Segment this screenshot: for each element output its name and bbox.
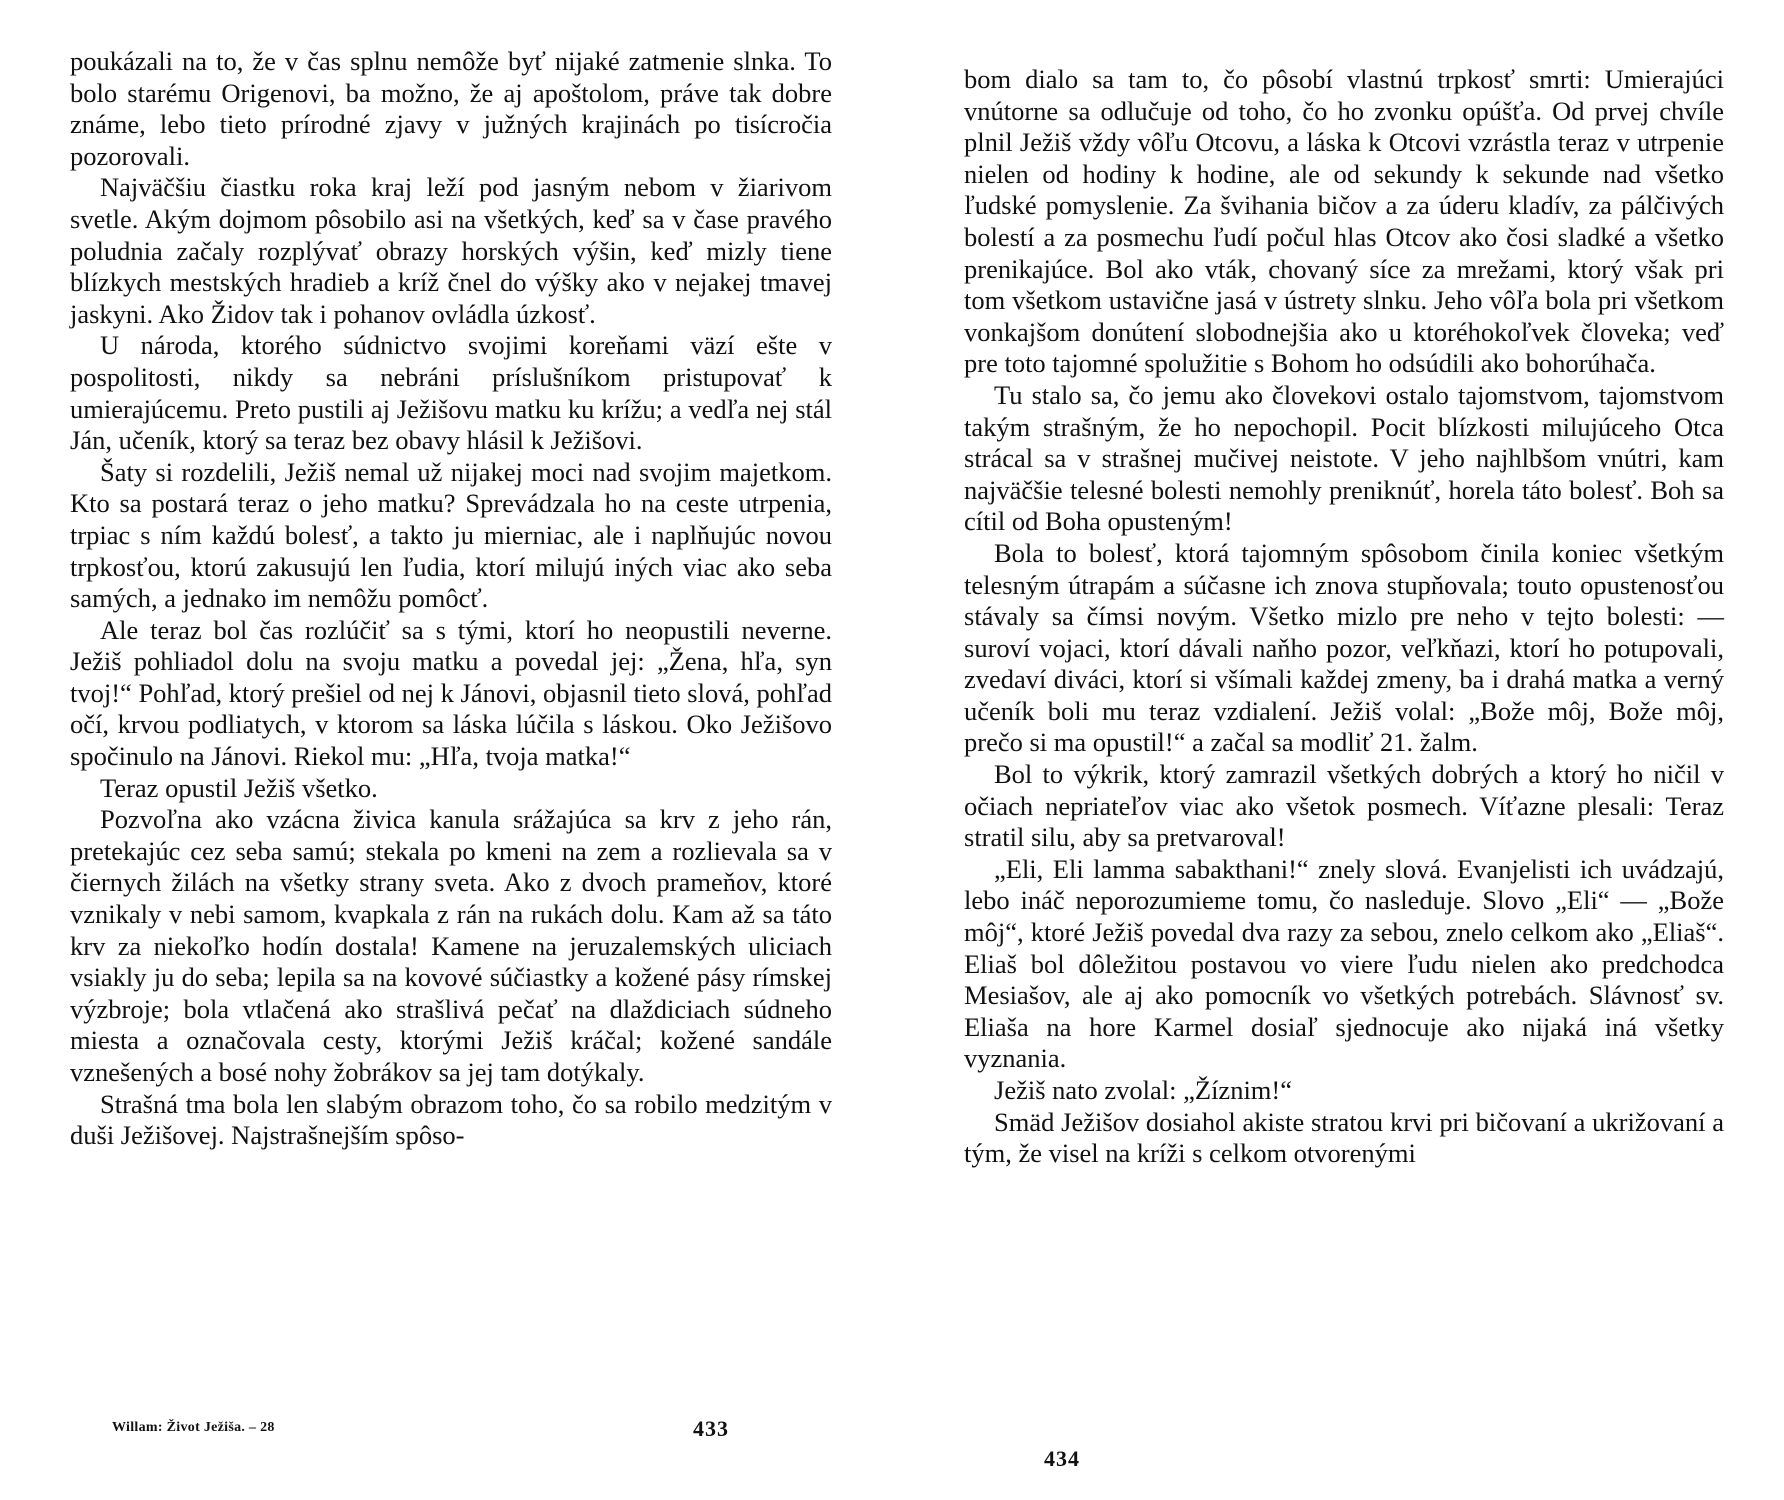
paragraph: Strašná tma bola len slabým obrazom toho, čo sa robilo medzitým v duši Ježišovej. Najstrašnejším spôso- xyxy=(70,1088,832,1151)
paragraph: U národa, ktorého súdnictvo svojimi koreňami väzí ešte v pospolitosti, nikdy sa nebráni príslušníkom pristupovať k umierajúcemu. Preto pustili aj Ježišovu matku ku krížu; a vedľa nej stál Ján, učeník, ktorý sa teraz bez obavy hlásil k Ježišovi. xyxy=(70,330,832,456)
paragraph: poukázali na to, že v čas splnu nemôže byť nijaké zatmenie slnka. To bolo starému Origenovi, ba možno, že aj apoštolom, práve tak dobre známe, lebo tieto prírodné zjavy v južných krajinách po tisícročia pozorovali. xyxy=(70,46,832,171)
page-number: 433 xyxy=(693,1416,729,1441)
paragraph: Šaty si rozdelili, Ježiš nemal už nijakej moci nad svojim majetkom. Kto sa postará teraz o jeho matku? Sprevádzala ho na ceste utrpenia, trpiac s ním každú bolesť, a takto ju mierniac, ale i naplňujúc novou trpkosťou, ktorú zakusujú len ľudia, ktorí milujú iných viac ako seba samých, a jednako im nemôžu pomôcť. xyxy=(70,456,832,614)
page-number: 434 xyxy=(1044,1446,1080,1471)
paragraph: Smäd Ježišov dosiahol akiste stratou krvi pri bičovaní a ukrižovaní a tým, že visel na kríži s celkom otvorenými xyxy=(964,1106,1724,1169)
paragraph: Bol to výkrik, ktorý zamrazil všetkých dobrých a ktorý ho ničil v očiach nepriateľov viac ako všetok posmech. Víťazne plesali: Teraz stratil silu, aby sa pretvaroval! xyxy=(964,759,1724,853)
paragraph: Bola to bolesť, ktorá tajomným spôsobom činila koniec všetkým telesným útrapám a súčasne ich znova stupňovala; touto opustenosťou stávaly sa čímsi novým. Všetko mizlo pre neho v tejto bolesti: — suroví vojaci, ktorí dávali naňho pozor, veľkňazi, ktorí ho potupovali, zvedaví diváci, ktorí si všímali každej zmeny, ba i drahá matka a verný učeník boli mu teraz vzdialení. Ježiš volal: „Bože môj, Bože môj, prečo si ma opustil!“ a začal sa modliť 21. žalm. xyxy=(964,537,1724,758)
paragraph: Ježiš nato zvolal: „Žíznim!“ xyxy=(994,1075,1293,1105)
paragraph: Pozvoľna ako vzácna živica kanula srážajúca sa krv z jeho rán, pretekajúc cez seba samú; stekala po kmeni na zem a rozlievala sa v čiernych žilách na všetky strany sveta. Ako z dvoch prameňov, ktoré vznikaly v nebi samom, kvapkala z rán na rukách dolu. Kam až sa táto krv za niekoľko hodín dostala! Kamene na jeruzalemských uliciach vsiakly ju do seba; lepila sa na kovové súčiastky a kožené pásy rímskej výzbroje; bola vtlačená ako strašlivá pečať na dlaždiciach súdneho miesta a označovala cesty, ktorými Ježiš kráčal; kožené sandále vznešených a bosé nohy žobrákov sa jej tam dotýkaly. xyxy=(70,804,832,1087)
paragraph: bom dialo sa tam to, čo pôsobí vlastnú trpkosť smrti: Umierajúci vnútorne sa odlučuje od toho, čo ho zvonku opúšťa. Od prvej chvíle plnil Ježiš vždy vôľu Otcovu, a láska k Otcovi vzrástla teraz v utrpenie nielen od hodiny k hodine, ale od sekundy k sekunde nad všetko ľudské pomyslenie. Za švihania bičov a za úderu kladív, za pálčivých bolestí a za posmechu ľudí počul hlas Otcov ako čosi sladké a všetko prenikajúce. Bol ako vták, chovaný síce za mrežami, ktorý však pri tom všetkom ustavične jasá v ústrety slnku. Jeho vôľa bola pri všetkom vonkajšom donútení slobodnejšia ako u ktoréhokoľvek človeka; veď pre toto tajomné spolužitie s Bohom ho odsúdili ako bohorúhača. xyxy=(964,64,1724,379)
right-page xyxy=(892,0,1784,1500)
paragraph: Najväčšiu čiastku roka kraj leží pod jasným nebom v žiarivom svetle. Akým dojmom pôsobilo asi na všetkých, keď sa v čase pravého poludnia začaly rozplývať obrazy horských výšin, keď mizly tiene blízkych mestských hradieb a kríž čnel do výšky ako v nejakej tmavej jaskyni. Ako Židov tak i pohanov ovládla úzkosť. xyxy=(70,172,832,329)
paragraph: Teraz opustil Ježiš všetko. xyxy=(100,772,378,803)
footer-signature: Willam: Život Ježiša. – 28 xyxy=(112,1420,275,1435)
left-page-text xyxy=(70,46,832,1152)
paragraph: Tu stalo sa, čo jemu ako človekovi ostalo tajomstvom, tajomstvom takým strašným, že ho nepochopil. Pocit blízkosti milujúceho Otca strácal sa v strašnej mučivej neistote. V jeho najhlbšom vnútri, kam najväčšie telesné bolesti nemohly preniknúť, horela táto bolesť. Boh sa cítil od Boha opusteným! xyxy=(964,379,1724,537)
right-page-text xyxy=(964,64,1724,1170)
paragraph: Ale teraz bol čas rozlúčiť sa s tými, ktorí ho neopustili neverne. Ježiš pohliadol dolu na svoju matku a povedal jej: „Žena, hľa, syn tvoj!“ Pohľad, ktorý prešiel od nej k Jánovi, objasnil tieto slová, pohľad očí, krvou podliatych, v ktorom sa láska lúčila s láskou. Oko Ježišovo spočinulo na Jánovi. Riekol mu: „Hľa, tvoja matka!“ xyxy=(70,614,832,772)
paragraph: „Eli, Eli lamma sabakthani!“ znely slová. Evanjelisti ich uvádzajú, lebo ináč neporozumieme tomu, čo nasleduje. Slovo „Eli“ — „Bože môj“, ktoré Ježiš povedal dva razy za sebou, znelo celkom ako „Eliaš“. Eliaš bol dôležitou postavou vo viere ľudu nielen ako predchodca Mesiašov, ale aj ako pomocník vo všetkých potrebách. Slávnosť sv. Eliaša na hore Karmel dosiaľ sjednocuje ako nijaká iná všetky vyznania. xyxy=(964,853,1724,1074)
